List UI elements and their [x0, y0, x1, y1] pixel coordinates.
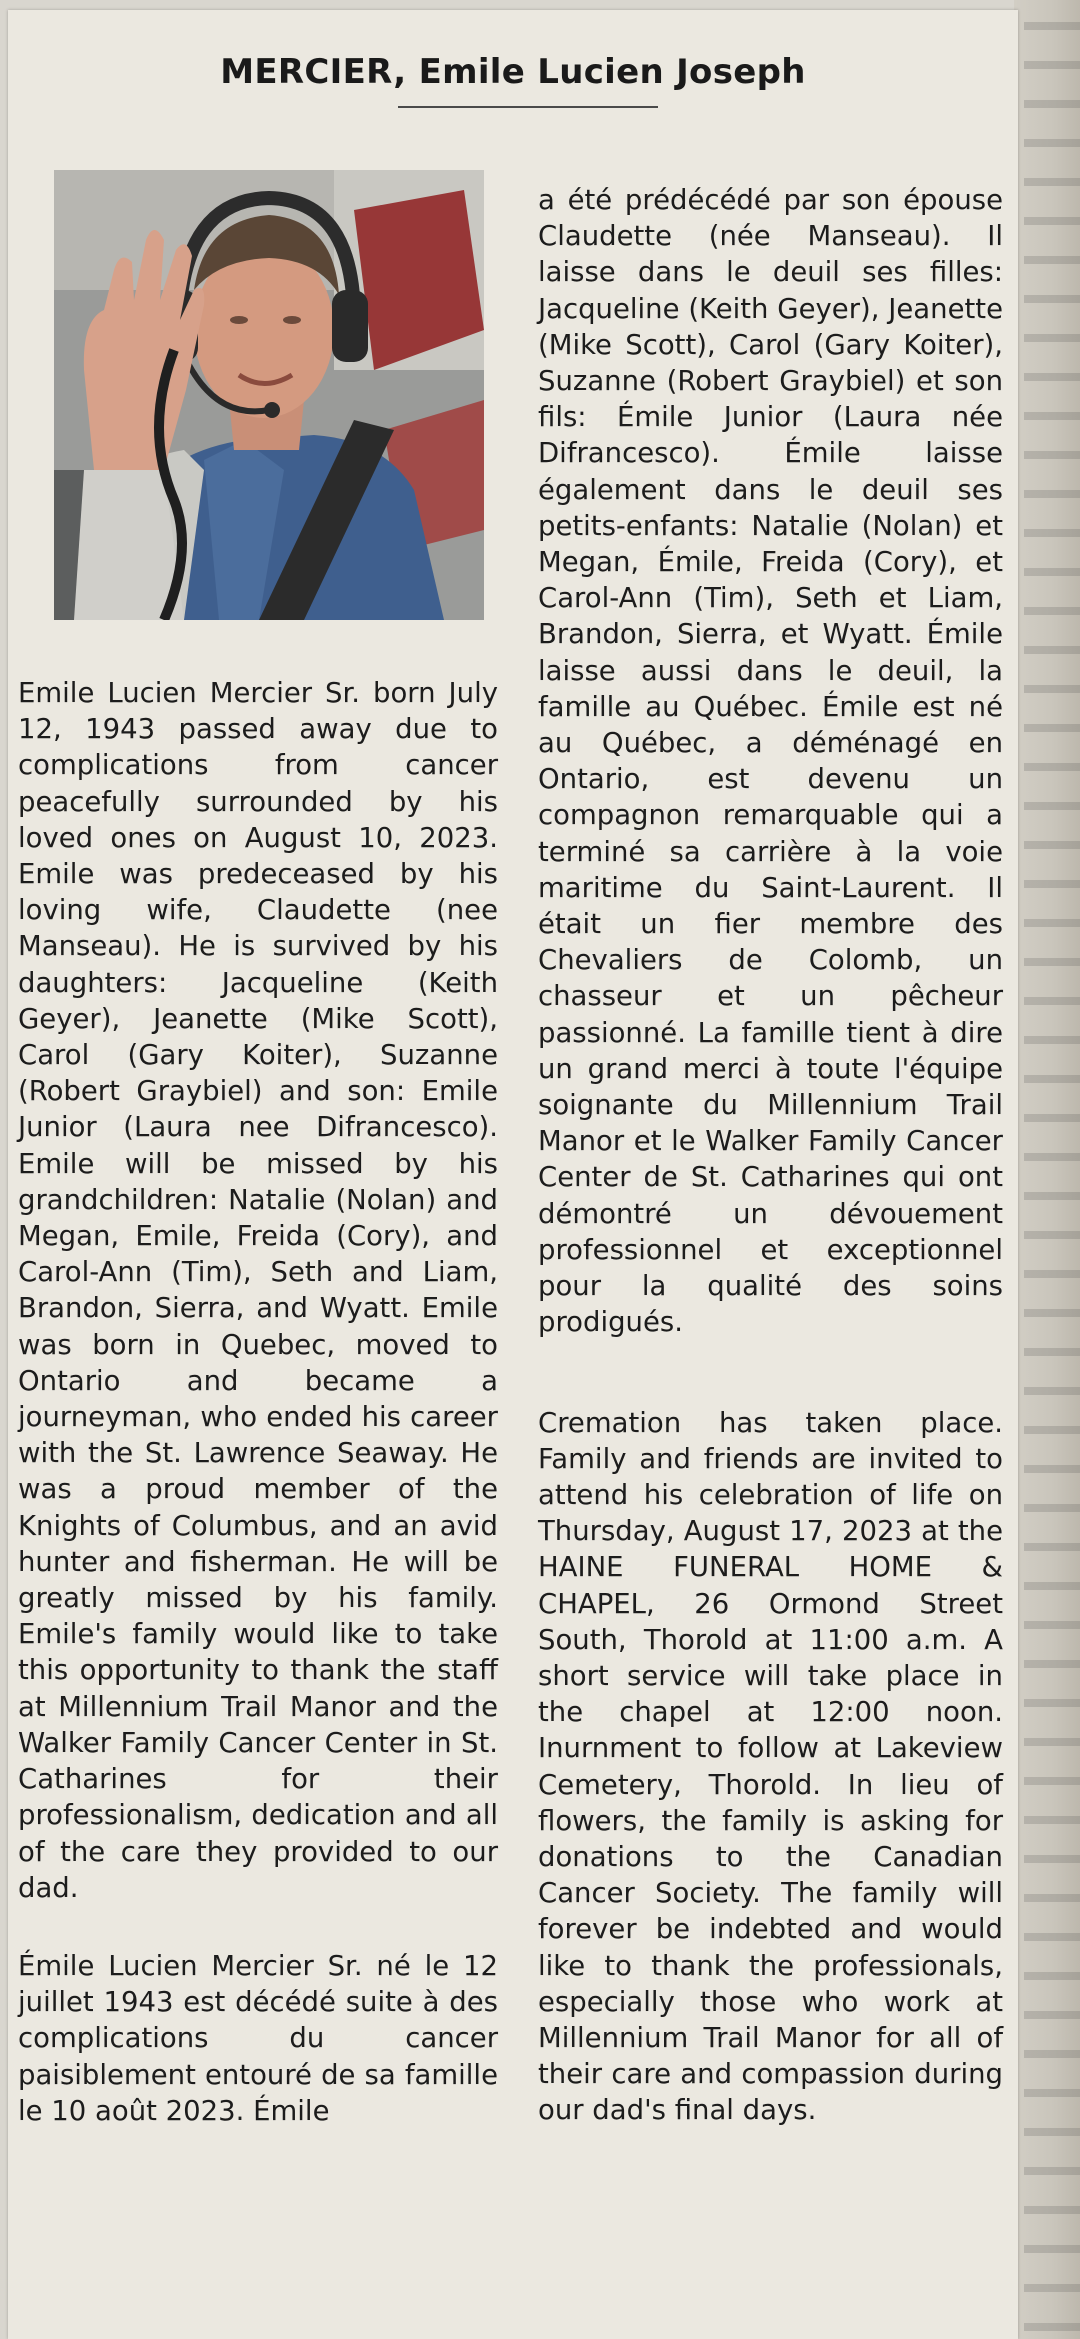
right-column	[538, 182, 1003, 2129]
adjacent-text-bleed	[1024, 0, 1080, 2339]
obituary-clipping	[8, 10, 1018, 2339]
obituary-title: MERCIER, Emile Lucien Joseph	[220, 52, 806, 92]
service-details-paragraph: Cremation has taken place. Family and friends are invited to attend his celebration of life on Thursday, August 17, 2023 at the HAINE FUNERAL HOME & CHAPEL, 26 Ormond Street South, Thorold at 11:00 a.m. A short service will take place in the chapel at 12:00 noon. Inurnment to follow at Lakeview Cemetery, Thorold. In lieu of flowers, the family is asking for donations to the Canadian Cancer Society. The family will forever be indebted and would like to thank the professionals, especially those who work at Millennium Trail Manor for all of their care and compassion during our dad's final days.	[538, 1406, 1003, 2127]
english-paragraph: Emile Lucien Mercier Sr. born July 12, 1943 passed away due to complications from cancer peacefully surrounded by his loved ones on August 10, 2023. Emile was predeceased by his loving wife, Claudette (nee Manseau). He is survived by his daughters: Jacqueline (Keith Geyer), Jeanette (Mike Scott), Carol (Gary Koiter), Suzanne (Robert Graybiel) and son: Emile Junior (Laura nee Difrancesco). Emile will be missed by his grandchildren: Natalie (Nolan) and Megan, Emile, Freida (Cory), and Carol-Ann (Tim), Seth and Liam, Brandon, Sierra, and Wyatt. Emile was born in Quebec, moved to Ontario and became a journeyman, who ended his career with the St. Lawrence Seaway. He was a proud member of the Knights of Columbus, and an avid hunter and fisherman. He will be greatly missed by his family. Emile's family would like to take this opportunity to thank the staff at Millennium Trail Manor and the Walker Family Cancer Center in St. Catharines for their professionalism, dedication and all of the care they provided to our dad.	[18, 677, 498, 1904]
left-column	[18, 675, 498, 2129]
french-paragraph-continued: a été prédécédé par son épouse Claudette (née Manseau). Il laisse dans le deuil ses filles: Jacqueline (Keith Geyer), Jeanette (Mike Scott), Carol (Gary Koiter), Suzanne (Robert Graybiel) et son fils: Émile Junior (Laura née Difrancesco). Émile laisse également dans le deuil ses petits-enfants: Natalie (Nolan) et Megan, Émile, Freida (Cory), et Carol-Ann (Tim), Seth et Liam, Brandon, Sierra, et Wyatt. Émile laisse aussi dans le deuil, la famille au Québec. Émile est né au Québec, a déménagé en Ontario, est devenu un compagnon remarquable qui a terminé sa carrière à la voie maritime du Saint-Laurent. Il était un fier membre des Chevaliers de Colomb, un chasseur et un pêcheur passionné. La famille tient à dire un grand merci à toute l'équipe soignante du Millennium Trail Manor et le Walker Family Cancer Center de St. Catharines qui ont démontré un dévouement professionnel et exceptionnel pour la qualité des soins prodigués.	[538, 184, 1003, 1339]
portrait-photo-illustration	[54, 170, 484, 620]
adjacent-newsprint	[1014, 0, 1080, 2339]
title-underline	[398, 106, 658, 108]
portrait-photo	[54, 170, 484, 620]
french-paragraph-start: Émile Lucien Mercier Sr. né le 12 juillet 1943 est décédé suite à des complications du cancer paisiblement entouré de sa famille le 10 août 2023. Émile	[18, 1949, 498, 2127]
